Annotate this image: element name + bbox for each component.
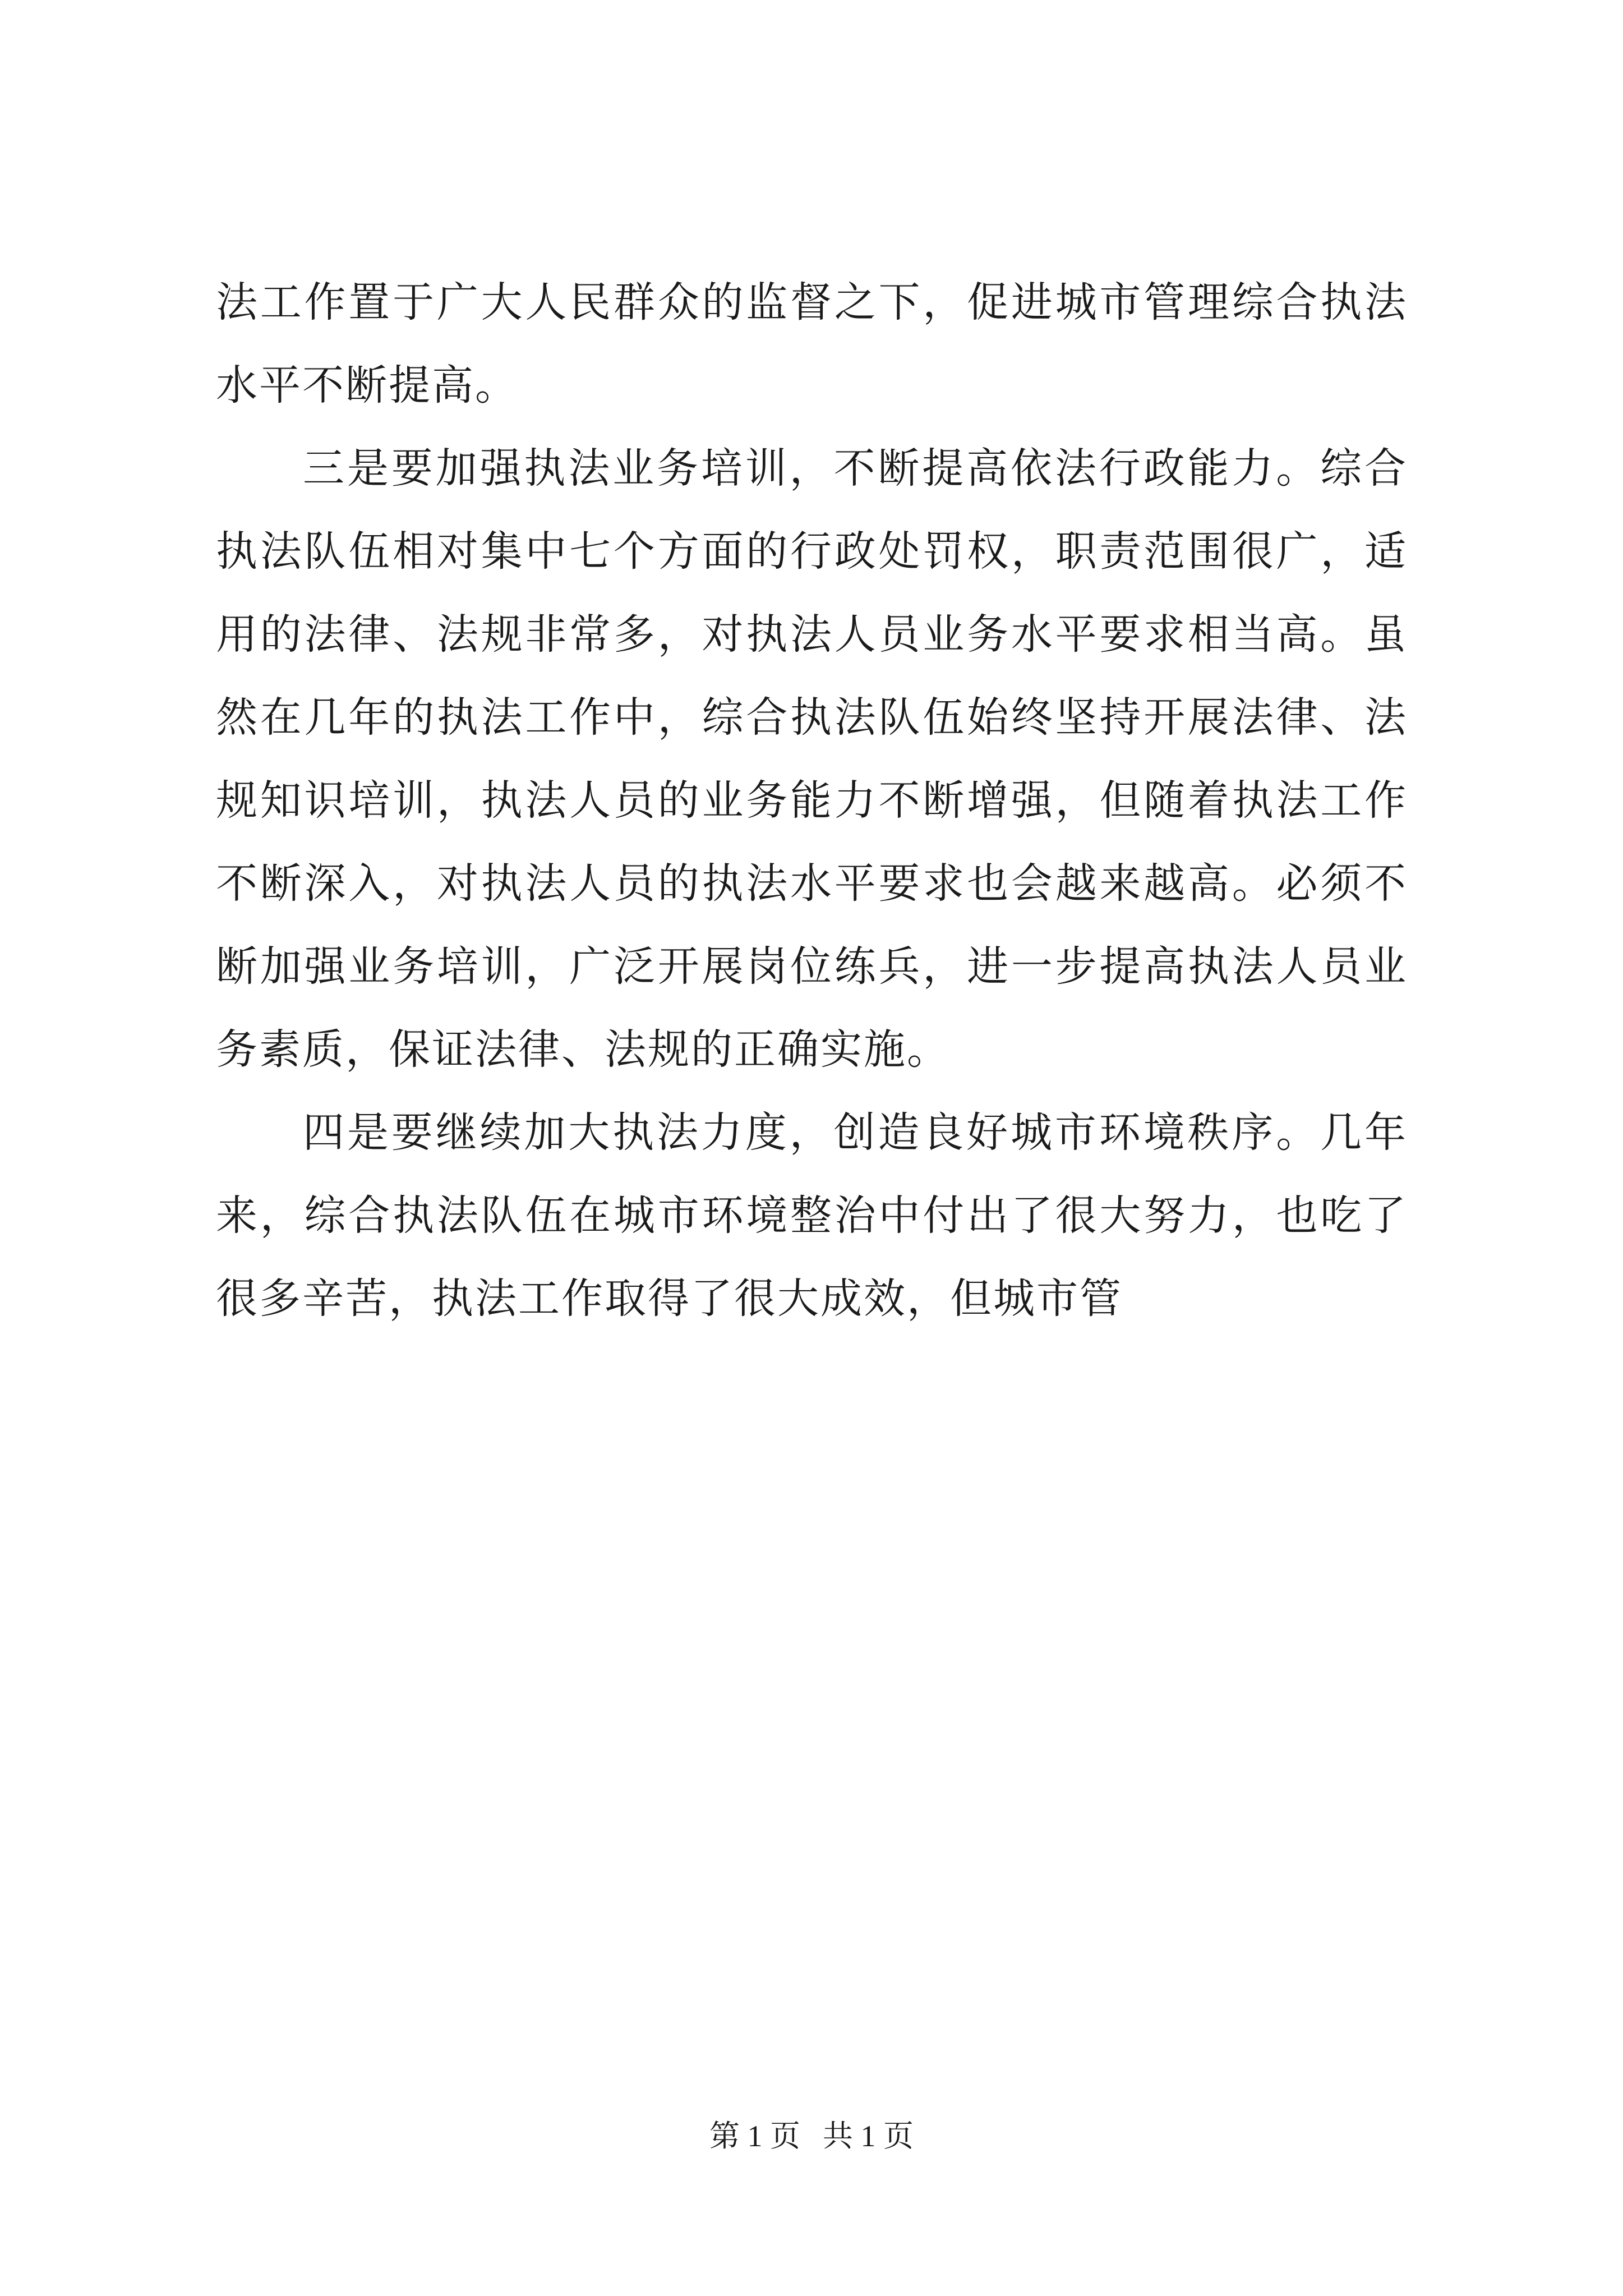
document-body bbox=[216, 261, 1408, 1340]
page-total: 共 1 页 bbox=[823, 2119, 914, 2153]
paragraph-four: 四是要继续加大执法力度，创造良好城市环境秩序。几年来，综合执法队伍在城市环境整治中付出了很大努力，也吃了很多辛苦，执法工作取得了很大成效，但城市管 bbox=[216, 1108, 1408, 1323]
paragraph-continuation: 法工作置于广大人民群众的监督之下，促进城市管理综合执法水平不断提高。 bbox=[216, 278, 1408, 409]
page-footer bbox=[0, 2114, 1623, 2159]
page-number: 第 1 页 bbox=[709, 2119, 800, 2153]
paragraph-three: 三是要加强执法业务培训，不断提高依法行政能力。综合执法队伍相对集中七个方面的行政处罚权，职责范围很广，适用的法律、法规非常多，对执法人员业务水平要求相当高。虽然在几年的执法工作中，综合执法队伍始终坚持开展法律、法规知识培训，执法人员的业务能力不断增强，但随着执法工作不断深入，对执法人员的执法水平要求也会越来越高。必须不断加强业务培训，广泛开展岗位练兵，进一步提高执法人员业务素质，保证法律、法规的正确实施。 bbox=[216, 444, 1408, 1074]
